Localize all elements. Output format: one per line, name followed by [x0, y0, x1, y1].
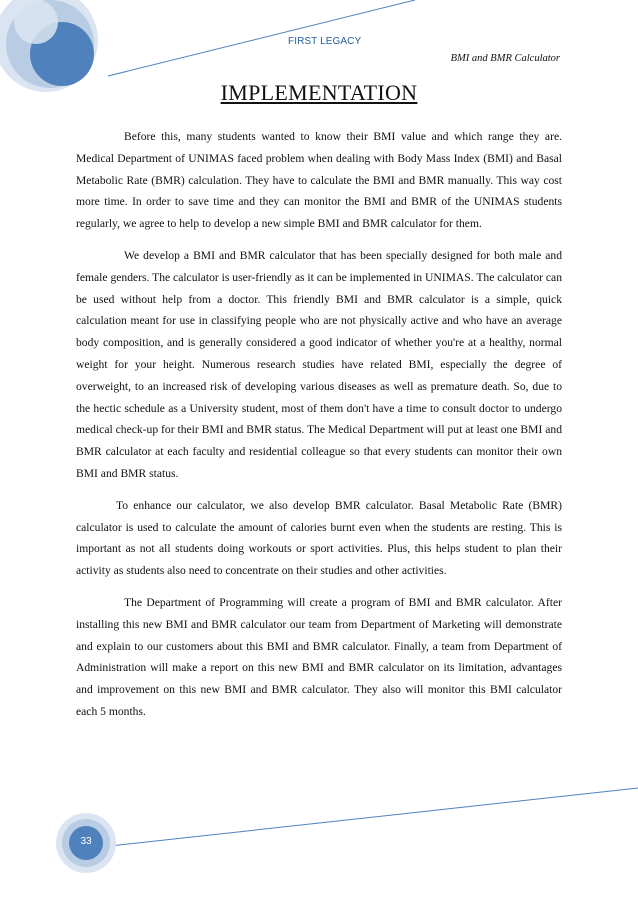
- footer-diagonal-line: [110, 788, 638, 846]
- header-diagonal-line: [108, 0, 415, 76]
- paragraph-2: We develop a BMI and BMR calculator that has been specially designed for both male and female genders. The calculator is user-friendly as it can be implemented in UNIMAS. The calculator can be used without help from a doctor. This friendly BMI and BMR calculator is a simple, quick calculation meant for use in classifying people who are not physically active and who have an average body composition, and is generally considered a good indicator of whether you're at a healthy, normal weight for your height. Numerous research studies have related BMI, especially the degree of overweight, to an increased risk of developing various diseases as well as premature death. So, due to the hectic schedule as a University student, most of them don't have a time to consult doctor to undergo medical check-up for their BMI and BMR status. The Medical Department will put at least one BMI and BMR calculator at each faculty and residential colleague so that every students can monitor their own BMI and BMR status.: [76, 248, 562, 480]
- header-highlight-circle: [14, 0, 58, 44]
- page-number: 33: [80, 836, 92, 847]
- header-right-title: BMI and BMR Calculator: [450, 53, 560, 64]
- page-title: IMPLEMENTATION: [220, 80, 418, 105]
- document-body: [76, 126, 562, 733]
- paragraph-1: Before this, many students wanted to know their BMI value and which range they are. Medical Department of UNIMAS faced problem when dealing with Body Mass Index (BMI) and Basal Metabolic Rate (BMR) calculation. They have to calculate the BMI and BMR manually. This way cost more time. In order to save time and they can monitor the BMI and BMR of the UNIMAS students regularly, we agree to help to develop a new simple BMI and BMR calculator for them.: [76, 130, 562, 231]
- paragraph-4: The Department of Programming will create a program of BMI and BMR calculator. After installing this new BMI and BMR calculator our team from Department of Marketing will demonstrate and explain to our customers about this BMI and BMR calculator. Finally, a team from Department of Administration will make a report on this new BMI and BMR calculator on its limitation, advantages and improvement on this new BMI and BMR calculator. They also will monitor this BMI calculator each 5 months.: [76, 595, 562, 718]
- paragraph-3: To enhance our calculator, we also develop BMR calculator. Basal Metabolic Rate (BMR) calculator is used to calculate the amount of calories burnt even when the students are resting. This is important as not all students doing workouts or sport activities. Plus, this helps student to plan their activity as students also need to concentrate on their studies and other activities.: [76, 498, 562, 578]
- header-left-title: FIRST LEGACY: [288, 36, 362, 47]
